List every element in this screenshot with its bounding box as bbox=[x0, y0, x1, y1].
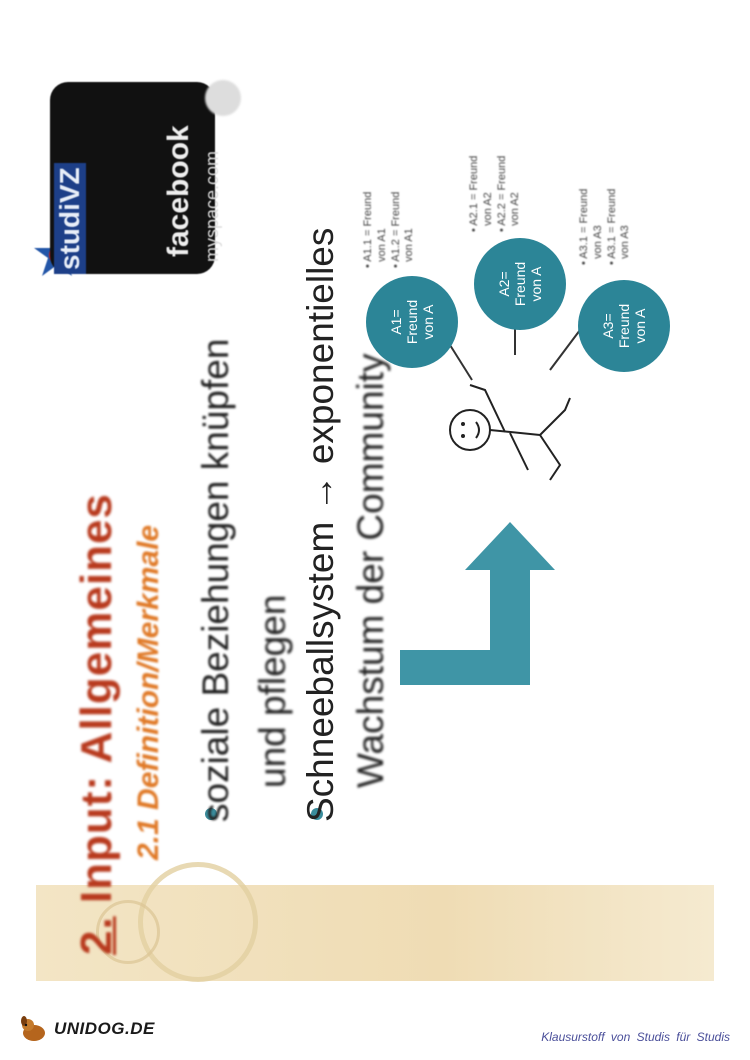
studivz-logo: studiVZ bbox=[54, 163, 86, 274]
myspace-logo: myspace.com bbox=[202, 150, 222, 262]
friend-circle-a2: A2= Freund von A bbox=[474, 238, 566, 330]
friend-notes-a1: • A1.1 = Freund von A1 • A1.2 = Freund von A1 bbox=[362, 191, 416, 268]
bullet-1-line1: soziale Beziehungen knüpfen bbox=[195, 338, 236, 822]
friend-circle-a3: A3= Freund von A bbox=[578, 280, 670, 372]
brand-text: UNIDOG.DE bbox=[54, 1019, 155, 1038]
friend-notes-a3: • A3.1 = Freund von A3 • A3.1 = Freund von A3 bbox=[578, 188, 632, 265]
bullet-2-line2: Wachstum der Community bbox=[350, 353, 391, 788]
slide-title: 2. Input: Allgemeines bbox=[72, 493, 121, 955]
friend-notes-a2: • A2.1 = Freund von A2 • A2.2 = Freund von A2 bbox=[468, 155, 522, 232]
footer-brand bbox=[20, 1015, 155, 1043]
facebook-logo: facebook bbox=[162, 125, 195, 257]
bullet-2-line1: Schneeballsystem → exponentielles bbox=[300, 227, 341, 822]
dog-icon bbox=[20, 1015, 50, 1043]
arrow-graphic bbox=[390, 510, 560, 690]
slide-subtitle: 2.1 Definition/Merkmale bbox=[132, 524, 165, 860]
footer-tagline: Klausurstoff von Studis für Studis bbox=[541, 1030, 730, 1044]
social-network-logos bbox=[50, 82, 222, 274]
bullet-1-line2: und pflegen bbox=[252, 594, 293, 788]
friend-circle-a1: A1= Freund von A bbox=[366, 276, 458, 368]
gear-icon bbox=[205, 80, 241, 116]
